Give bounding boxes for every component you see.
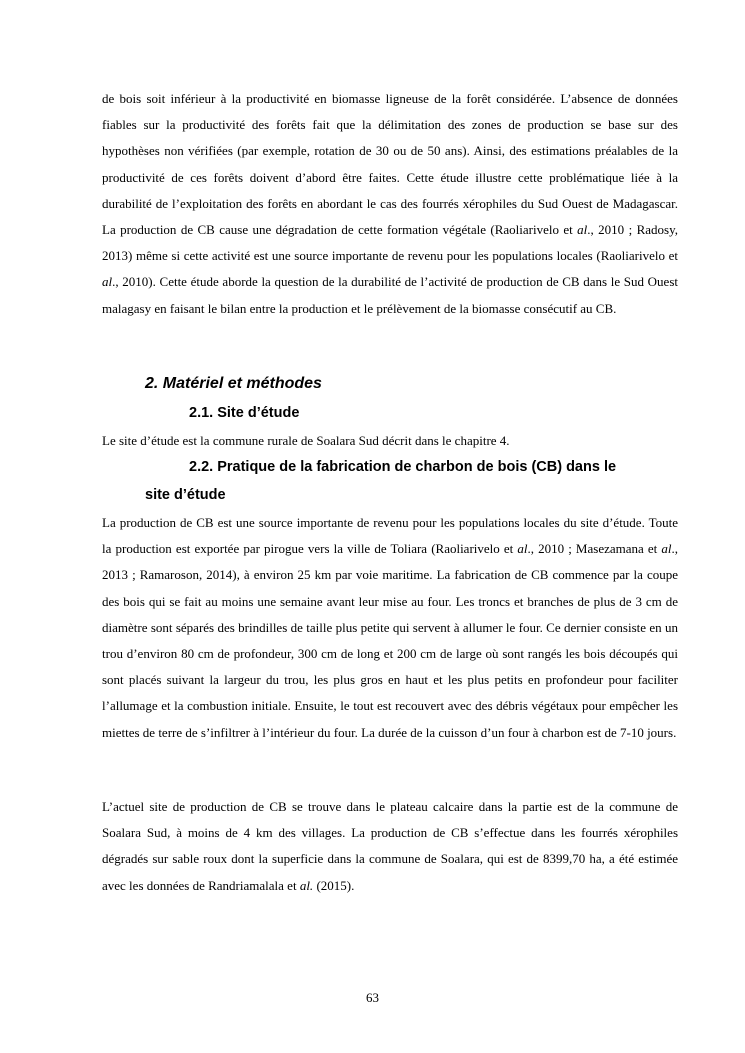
paragraph-practice: La production de CB est une source importante de revenu pour les populations locales du site d’étude. Toute la production est exportée par pirogue vers la ville de Toliara (Raoliarivelo et al., 2010 ; Masezamana et al., 2013 ; Ramaroson, 2014), à environ 25 km par voie maritime. La fabrication de CB commence par la coupe des bois qui se fait au moins une semaine avant leur mise au four. Les troncs et branches de plus de 3 cm de diamètre sont séparés des brindilles de taille plus petite qui servent à allumer le four. Ce dernier consiste en un trou d’environ 80 cm de profondeur, 300 cm de long et 200 cm de large où sont rangés les bois découpés qui sont placés suivant la largeur du trou, les plus gros en haut et les plus petits en profondeur pour faciliter l’allumage et la combustion initiale. Ensuite, le tout est recouvert avec des débris végétaux pour empêcher les miettes de terre de s’infiltrer à l’intérieur du four. La durée de la cuisson d’un four à charbon est de 7-10 jours. <box>102 515 679 740</box>
paragraph-location: L’actuel site de production de CB se trouve dans le plateau calcaire dans la partie est de la commune de Soalara Sud, à moins de 4 km des villages. La production de CB s’effectue dans les fourrés xérophiles dégradés sur sable roux dont la superficie dans la commune de Soalara, qui est de 8399,70 ha, a été estimée avec les données de Randriamalala et al. (2015). <box>102 799 678 893</box>
section-2-1-heading: 2.1. Site d’étude <box>189 405 300 421</box>
section-2-2-heading-line2: site d’étude <box>145 487 226 503</box>
paragraph-intro: de bois soit inférieur à la productivité en biomasse ligneuse de la forêt considérée. L’absence de données fiables sur la productivité des forêts fait que la délimitation des zones de production se base sur des hypothèses non vérifiées (par exemple, rotation de 30 ou de 50 ans). Ainsi, des estimations préalables de la productivité de ces forêts doivent d’abord être faites. Cette étude illustre cette problématique liée à la durabilité de l’exploitation des forêts en abordant le cas des fourrés xérophiles du Sud Ouest de Madagascar. La production de CB cause une dégradation de cette formation végétale (Raoliarivelo et al., 2010 ; Radosy, 2013) même si cette activité est une source importante de revenu pour les populations locales (Raoliarivelo et al., 2010). Cette étude aborde la question de la durabilité de l’activité de production de CB dans le Sud Ouest malagasy en faisant le bilan entre la production et le prélèvement de la biomasse consécutif au CB. <box>102 91 678 316</box>
section-2-2-heading-line1: 2.2. Pratique de la fabrication de charbon de bois (CB) dans le <box>189 459 617 475</box>
paragraph-site: Le site d’étude est la commune rurale de Soalara Sud décrit dans le chapitre 4. <box>102 433 510 448</box>
page-number: 63 <box>366 990 379 1005</box>
section-2-heading: 2. Matériel et méthodes <box>145 375 322 392</box>
